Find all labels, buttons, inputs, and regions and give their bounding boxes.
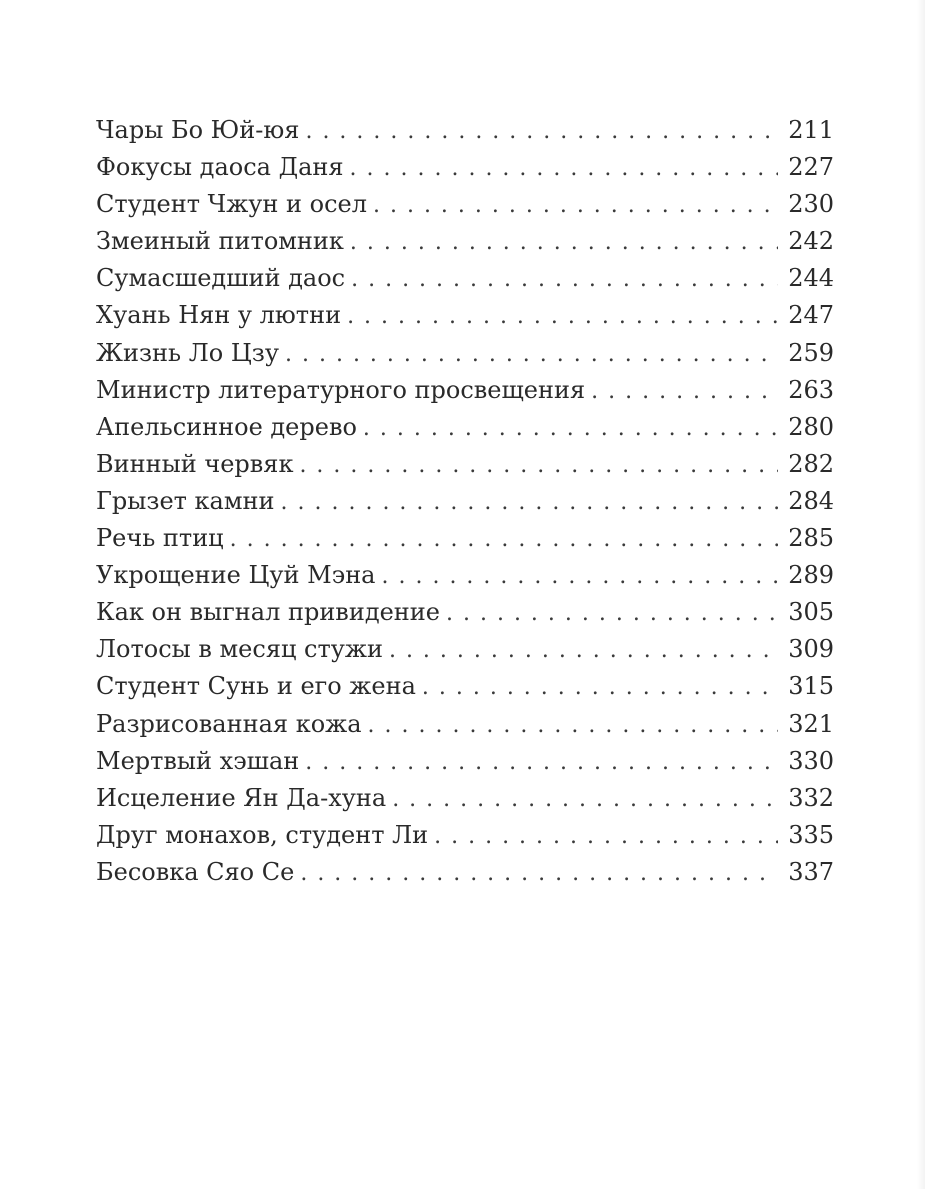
toc-entry-page: 242 bbox=[788, 227, 834, 256]
toc-entry bbox=[96, 260, 834, 297]
toc-entry-title: Жизнь Ло Цзу bbox=[96, 338, 279, 367]
toc-entry-title: Речь птиц bbox=[96, 524, 224, 553]
toc-entry-title: Друг монахов, студент Ли bbox=[96, 820, 429, 849]
toc-entry-page: 332 bbox=[788, 783, 834, 812]
toc-dot-leader bbox=[446, 595, 778, 632]
toc-entry-title: Студент Чжун и осел bbox=[96, 190, 367, 219]
toc-entry-page: 315 bbox=[788, 672, 834, 701]
toc-dot-leader bbox=[305, 744, 778, 781]
toc-dot-leader bbox=[363, 410, 778, 447]
toc-dot-leader bbox=[382, 558, 779, 595]
toc-entry-title: Грызет камни bbox=[96, 486, 275, 515]
toc-dot-leader bbox=[299, 447, 778, 484]
toc-entry-title: Фокусы даоса Даня bbox=[96, 153, 344, 182]
toc-entry-page: 280 bbox=[788, 412, 834, 441]
toc-entry-title: Апельсинное дерево bbox=[96, 412, 357, 441]
toc-entry-page: 263 bbox=[788, 375, 834, 404]
toc-entry-page: 309 bbox=[788, 635, 834, 664]
toc-dot-leader bbox=[351, 261, 778, 298]
toc-entry-title: Сумасшедший даос bbox=[96, 264, 346, 293]
toc-entry-title: Змеиный питомник bbox=[96, 227, 344, 256]
toc-dot-leader bbox=[434, 818, 778, 855]
toc-entry-title: Винный червяк bbox=[96, 449, 294, 478]
toc-entry bbox=[96, 817, 834, 854]
page-edge-shadow bbox=[917, 0, 925, 1189]
toc-entry-title: Студент Сунь и его жена bbox=[96, 672, 416, 701]
toc-dot-leader bbox=[281, 484, 779, 521]
toc-entry bbox=[96, 409, 834, 446]
toc-entry-page: 284 bbox=[788, 486, 834, 515]
toc-entry bbox=[96, 743, 834, 780]
toc-entry-page: 227 bbox=[788, 153, 834, 182]
toc-dot-leader bbox=[591, 373, 778, 410]
toc-entry-title: Министр литературного просвещения bbox=[96, 375, 586, 404]
toc-dot-leader bbox=[347, 298, 778, 335]
toc-entry-page: 282 bbox=[788, 449, 834, 478]
toc-entry bbox=[96, 631, 834, 668]
toc-dot-leader bbox=[368, 707, 779, 744]
toc-entry bbox=[96, 594, 834, 631]
toc-entry-title: Чары Бо Юй-юя bbox=[96, 116, 300, 144]
toc-entry-page: 230 bbox=[788, 190, 834, 219]
toc-dot-leader bbox=[392, 781, 778, 818]
toc-entry bbox=[96, 186, 834, 223]
toc-entry-title: Как он выгнал привидение bbox=[96, 598, 440, 627]
toc-dot-leader bbox=[422, 669, 778, 706]
toc-entry-page: 247 bbox=[788, 301, 834, 330]
toc-entry bbox=[96, 557, 834, 594]
toc-entry-page: 337 bbox=[788, 857, 834, 886]
toc-entry bbox=[96, 483, 834, 520]
toc-entry bbox=[96, 112, 834, 149]
toc-entry bbox=[96, 668, 834, 705]
toc-dot-leader bbox=[350, 150, 779, 187]
toc-entry-page: 305 bbox=[788, 598, 834, 627]
table-of-contents bbox=[96, 112, 834, 891]
toc-dot-leader bbox=[389, 632, 778, 669]
toc-dot-leader bbox=[285, 336, 778, 373]
toc-entry-page: 211 bbox=[788, 116, 834, 144]
toc-entry-title: Бесовка Сяо Се bbox=[96, 857, 295, 886]
toc-entry bbox=[96, 706, 834, 743]
toc-entry-page: 289 bbox=[788, 561, 834, 590]
toc-entry-page: 244 bbox=[788, 264, 834, 293]
toc-entry bbox=[96, 854, 834, 891]
toc-dot-leader bbox=[230, 521, 779, 558]
toc-entry-page: 335 bbox=[788, 820, 834, 849]
toc-entry bbox=[96, 335, 834, 372]
toc-entry bbox=[96, 297, 834, 334]
toc-dot-leader bbox=[350, 224, 778, 261]
toc-dot-leader bbox=[373, 187, 778, 224]
toc-entry bbox=[96, 149, 834, 186]
toc-entry-title: Разрисованная кожа bbox=[96, 709, 362, 738]
toc-entry-title: Лотосы в месяц стужи bbox=[96, 635, 383, 664]
toc-entry bbox=[96, 446, 834, 483]
toc-entry bbox=[96, 372, 834, 409]
toc-entry-title: Хуань Нян у лютни bbox=[96, 301, 342, 330]
toc-entry bbox=[96, 520, 834, 557]
toc-entry-page: 330 bbox=[788, 746, 834, 775]
toc-entry-page: 259 bbox=[788, 338, 834, 367]
toc-entry-page: 321 bbox=[788, 709, 834, 738]
toc-dot-leader bbox=[300, 855, 778, 892]
toc-entry-page: 285 bbox=[788, 524, 834, 553]
toc-entry-title: Исцеление Ян Да-хуна bbox=[96, 783, 387, 812]
toc-entry bbox=[96, 780, 834, 817]
toc-entry-title: Мертвый хэшан bbox=[96, 746, 300, 775]
toc-entry bbox=[96, 223, 834, 260]
toc-dot-leader bbox=[305, 113, 778, 150]
toc-entry-title: Укрощение Цуй Мэна bbox=[96, 561, 376, 590]
